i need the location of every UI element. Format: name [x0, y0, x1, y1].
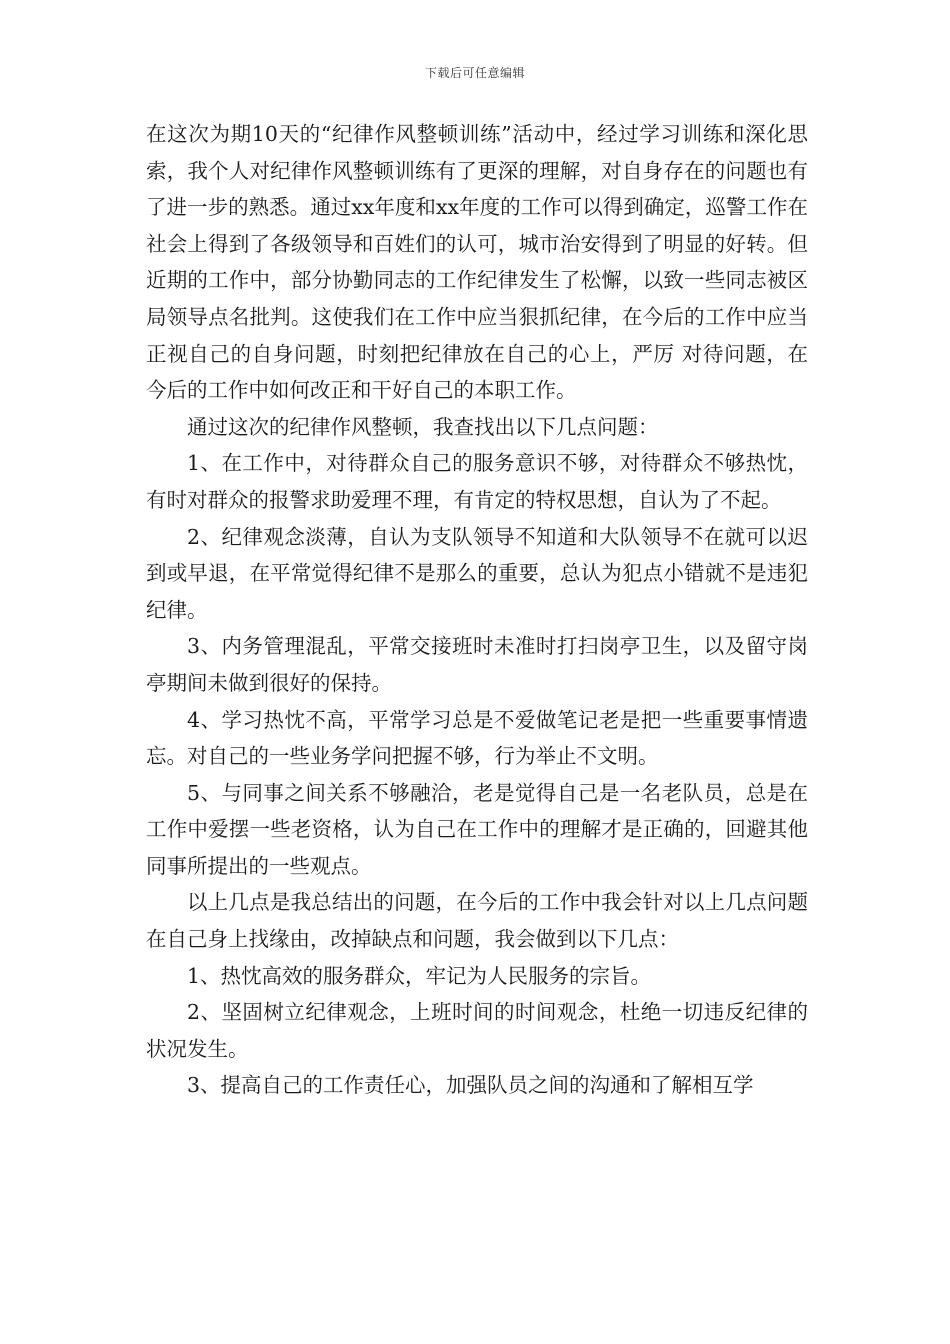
paragraph-problems-lead: 通过这次的纪律作风整顿，我查找出以下几点问题： [187, 414, 659, 439]
paragraph-intro: 在这次为期10天的“纪律作风整顿训练”活动中，经过学习训练和深化思索，我个人对纪律作风整顿训练有了更深的理解，对自身存在的问题也有了进一步的熟悉。通过xx年度和xx年度的工作可以得到确定，巡警工作在社会上得到了各级领导和百姓们的认可，城市治安得到了明显的好转。但近期的工作中，部分协勤同志的工作纪律发生了松懈，以致一些同志被区局领导点名批判。这使我们在工作中应当狠抓纪律，在今后的工作中应当正视自己的自身问题，时刻把纪律放在自己的心上，严厉 对待问题，在今后的工作中如何改正和干好自己的本职工作。 [146, 122, 808, 403]
paragraph-problem-5: 5、与同事之间关系不够融洽，老是觉得自己是一名老队员，总是在工作中爱摆一些老资格，认为自己在工作中的理解才是正确的，回避其他同事所提出的一些观点。 [146, 780, 808, 878]
paragraph-action-1: 1、热忱高效的服务群众，牢记为人民服务的宗旨。 [187, 963, 652, 988]
paragraph-problem-2: 2、纪律观念淡薄，自认为支队领导不知道和大队领导不在就可以迟到或早退，在平常觉得纪律不是那么的重要，总认为犯点小错就不是违犯纪律。 [146, 524, 808, 622]
paragraph-problem-3: 3、内务管理混乱，平常交接班时未准时打扫岗亭卫生，以及留守岗亭期间未做到很好的保持。 [146, 634, 808, 695]
paragraph-problem-4: 4、学习热忱不高，平常学习总是不爱做笔记老是把一些重要事情遗忘。对自己的一些业务学问把握不够，行为举止不文明。 [146, 707, 808, 769]
paragraph-action-3: 3、提高自己的工作责任心，加强队员之间的沟通和了解相互学 [187, 1073, 754, 1098]
paragraph-summary: 以上几点是我总结出的问题，在今后的工作中我会针对以上几点问题在自己身上找缘由，改掉缺点和问题，我会做到以下几点： [146, 890, 808, 952]
paragraph-problem-1: 1、在工作中，对待群众自己的服务意识不够，对待群众不够热忱，有时对群众的报警求助爱理不理，有肯定的特权思想，自认为了不起。 [146, 451, 808, 512]
document-body [146, 116, 808, 1104]
paragraph-action-2: 2、坚固树立纪律观念，上班时间的时间观念，杜绝一切违反纪律的状况发生。 [146, 1000, 808, 1061]
page-header: 下载后可任意编辑 [424, 66, 525, 80]
